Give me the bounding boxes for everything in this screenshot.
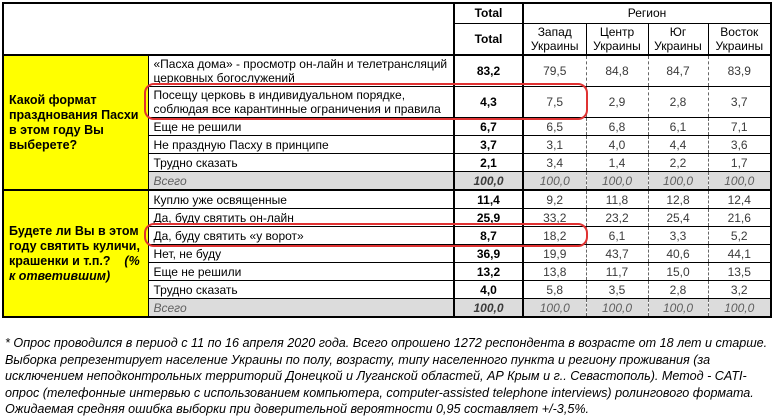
total-value-cell: 83,2 — [454, 55, 523, 87]
question-text: Какой формат празднования Пасхи в этом году Вы выберете? — [9, 92, 139, 152]
region-value-cell: 3,4 — [523, 154, 586, 172]
region-value-cell: 2,2 — [648, 154, 708, 172]
region-value-cell: 33,2 — [523, 209, 586, 227]
region-value-cell: 83,9 — [708, 55, 771, 87]
region-value-cell: 1,4 — [586, 154, 648, 172]
region-value-cell: 5,2 — [708, 227, 771, 245]
question-cell — [3, 55, 148, 190]
row-label-cell: Не праздную Пасху в принципе — [148, 136, 454, 154]
total-value-cell: 8,7 — [454, 227, 523, 245]
column-group-header-region: Регион — [523, 3, 771, 23]
total-value-cell: 36,9 — [454, 245, 523, 263]
column-header-south: Юг Украины — [648, 23, 708, 55]
region-value-cell: 2,8 — [648, 281, 708, 299]
total-row-label-cell: Всего — [148, 299, 454, 318]
total-row-total-cell: 100,0 — [454, 172, 523, 191]
region-value-cell: 2,9 — [586, 87, 648, 118]
region-value-cell: 11,8 — [586, 190, 648, 209]
row-label-cell: Трудно сказать — [148, 154, 454, 172]
total-row-region-cell: 100,0 — [586, 172, 648, 191]
region-value-cell: 9,2 — [523, 190, 586, 209]
column-header-east: Восток Украины — [708, 23, 771, 55]
column-header-center: Центр Украины — [586, 23, 648, 55]
region-value-cell: 18,2 — [523, 227, 586, 245]
region-value-cell: 43,7 — [586, 245, 648, 263]
region-value-cell: 4,4 — [648, 136, 708, 154]
region-value-cell: 12,4 — [708, 190, 771, 209]
region-value-cell: 19,9 — [523, 245, 586, 263]
region-value-cell: 15,0 — [648, 263, 708, 281]
region-value-cell: 25,4 — [648, 209, 708, 227]
column-header-total-sub: Total — [454, 23, 523, 55]
region-value-cell: 7,5 — [523, 87, 586, 118]
total-value-cell: 11,4 — [454, 190, 523, 209]
region-value-cell: 6,1 — [586, 227, 648, 245]
row-label-cell: «Пасха дома» - просмотр он-лайн и телетрансляций церковных богослужений — [148, 55, 454, 87]
header-corner-cell — [3, 3, 454, 55]
region-value-cell: 40,6 — [648, 245, 708, 263]
region-value-cell: 5,8 — [523, 281, 586, 299]
row-label-cell: Нет, не буду — [148, 245, 454, 263]
region-value-cell: 12,8 — [648, 190, 708, 209]
region-value-cell: 1,7 — [708, 154, 771, 172]
row-label-cell: Куплю уже освященные — [148, 190, 454, 209]
region-value-cell: 23,2 — [586, 209, 648, 227]
region-value-cell: 6,1 — [648, 118, 708, 136]
total-value-cell: 13,2 — [454, 263, 523, 281]
survey-table — [2, 2, 772, 318]
total-row-region-cell: 100,0 — [586, 299, 648, 318]
row-label-cell: Трудно сказать — [148, 281, 454, 299]
table-row — [3, 190, 771, 209]
region-value-cell: 4,0 — [586, 136, 648, 154]
total-row-region-cell: 100,0 — [523, 299, 586, 318]
question-text: Будете ли Вы в этом году святить куличи, крашенки и т.п.? — [9, 223, 140, 268]
table-header — [3, 3, 771, 55]
row-label-cell: Еще не решили — [148, 263, 454, 281]
region-value-cell: 13,8 — [523, 263, 586, 281]
row-label-cell: Еще не решили — [148, 118, 454, 136]
total-value-cell: 25,9 — [454, 209, 523, 227]
total-row-region-cell: 100,0 — [708, 172, 771, 191]
region-value-cell: 6,8 — [586, 118, 648, 136]
row-label-cell: Да, буду святить он-лайн — [148, 209, 454, 227]
footnote: * Опрос проводился в период с 11 по 16 апреля 2020 года. Всего опрошено 1272 респондента в возрасте от 18 лет и старше. Выборка репрезентирует население Украины по полу, возрасту, типу населенного пункта и региону проживания (за исключением неподконтрольных территорий Донецкой и Луганской областей, АР Крым и г.. Севастополь). Метод - CATI-опрос (телефонные интервью с использованием компьютера, computer-assisted telephone interviews) ролингового формата. Ожидаемая средняя ошибка выборки при доверительной вероятности 0,95 составляет +/-3,5%. — [5, 336, 768, 416]
total-value-cell: 3,7 — [454, 136, 523, 154]
region-value-cell: 44,1 — [708, 245, 771, 263]
total-row-region-cell: 100,0 — [648, 299, 708, 318]
total-row-region-cell: 100,0 — [708, 299, 771, 318]
region-value-cell: 3,1 — [523, 136, 586, 154]
region-value-cell: 3,3 — [648, 227, 708, 245]
region-value-cell: 2,8 — [648, 87, 708, 118]
region-value-cell: 21,6 — [708, 209, 771, 227]
region-value-cell: 13,5 — [708, 263, 771, 281]
total-row-label-cell: Всего — [148, 172, 454, 191]
region-value-cell: 79,5 — [523, 55, 586, 87]
region-value-cell: 7,1 — [708, 118, 771, 136]
row-label-cell: Да, буду святить «у ворот» — [148, 227, 454, 245]
region-value-cell: 6,5 — [523, 118, 586, 136]
region-value-cell: 3,6 — [708, 136, 771, 154]
region-value-cell: 3,2 — [708, 281, 771, 299]
region-value-cell: 84,8 — [586, 55, 648, 87]
total-row-total-cell: 100,0 — [454, 299, 523, 318]
question-cell — [3, 190, 148, 317]
region-value-cell: 11,7 — [586, 263, 648, 281]
total-value-cell: 6,7 — [454, 118, 523, 136]
question-note: (% к ответившим) — [9, 253, 140, 283]
region-value-cell: 3,7 — [708, 87, 771, 118]
total-row-region-cell: 100,0 — [523, 172, 586, 191]
region-value-cell: 84,7 — [648, 55, 708, 87]
column-header-total: Total — [454, 3, 523, 23]
table-body — [3, 55, 771, 317]
total-value-cell: 2,1 — [454, 154, 523, 172]
total-value-cell: 4,0 — [454, 281, 523, 299]
total-value-cell: 4,3 — [454, 87, 523, 118]
table-row — [3, 55, 771, 87]
row-label-cell: Посещу церковь в индивидуальном порядке, соблюдая все карантинные ограничения и правила — [148, 87, 454, 118]
region-value-cell: 3,5 — [586, 281, 648, 299]
total-row-region-cell: 100,0 — [648, 172, 708, 191]
column-header-west: Запад Украины — [523, 23, 586, 55]
